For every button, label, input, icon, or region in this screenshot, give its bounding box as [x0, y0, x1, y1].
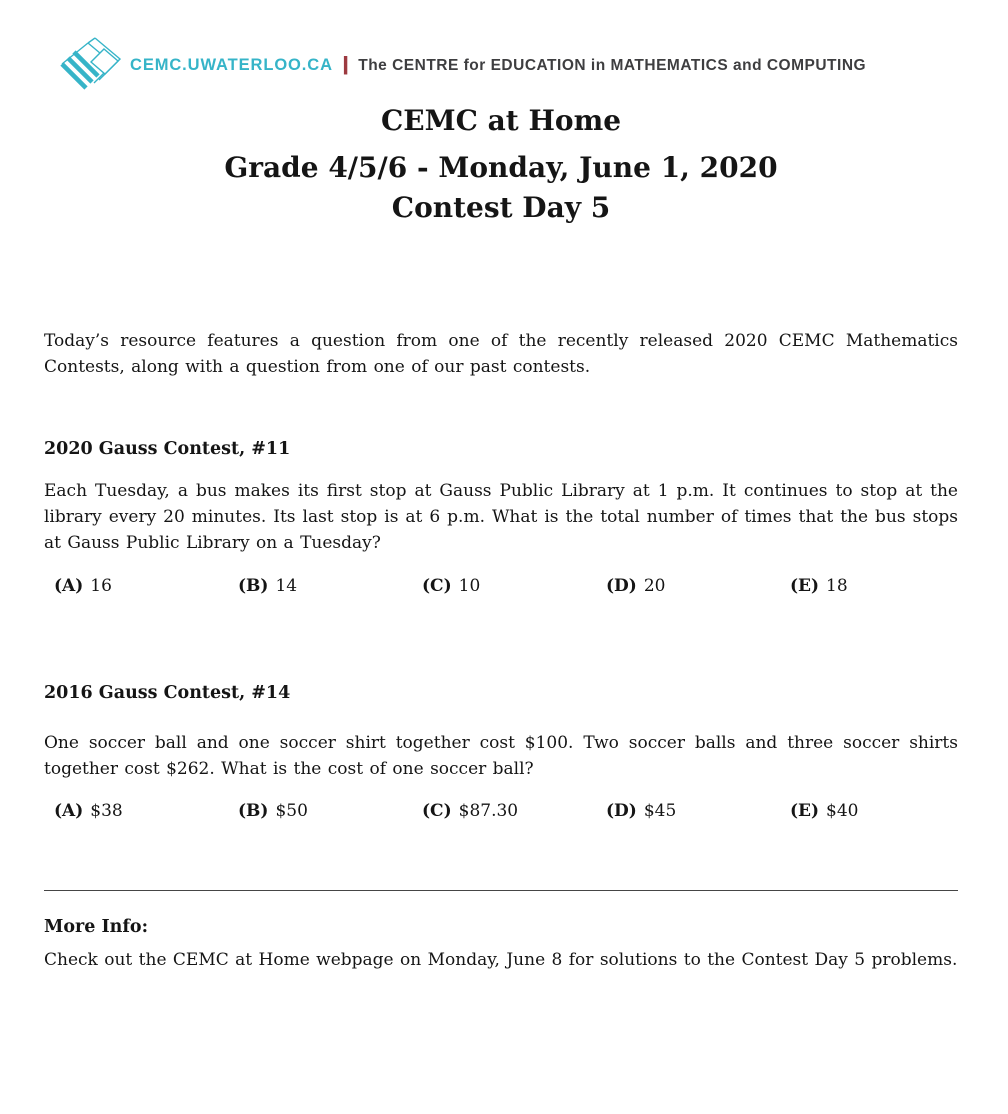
choice-value: 18	[826, 576, 848, 596]
choice-item	[238, 573, 422, 599]
intro-paragraph: Today’s resource features a question from one of the recently released 2020 CEMC Mathematics Contests, along with a question from one of our past contests.	[44, 331, 958, 377]
choice-item	[790, 573, 848, 599]
choice-value: 10	[458, 576, 481, 596]
more-info-heading: More Info:	[44, 917, 149, 937]
brand-separator: |	[341, 54, 350, 75]
problem-1-heading: 2020 Gauss Contest, #11	[44, 439, 291, 459]
choice-item	[606, 573, 790, 599]
title-block	[44, 102, 958, 228]
problem-2-heading: 2016 Gauss Contest, #14	[44, 683, 291, 703]
brand-text	[130, 54, 866, 76]
choice-label: (C)	[422, 576, 452, 596]
cemc-stacked-cubes-logo-icon	[58, 36, 122, 94]
choice-label: (C)	[422, 801, 452, 821]
problem-1-text: Each Tuesday, a bus makes its first stop at Gauss Public Library at 1 p.m. It continues to stop at the library every 20 minutes. Its last stop is at 6 p.m. What is the total number of times that the bus stops at Gauss Public Library on a Tuesday?	[44, 481, 958, 553]
horizontal-divider	[44, 890, 958, 891]
choice-value: $45	[643, 801, 677, 821]
choice-item	[238, 798, 422, 824]
problem-section-1	[44, 436, 958, 599]
choice-value: $38	[90, 801, 123, 821]
choice-value: 14	[275, 576, 298, 596]
choice-label: (E)	[790, 576, 820, 596]
more-info-text: Check out the CEMC at Home webpage on Monday, June 8 for solutions to the Contest Day 5 problems.	[44, 950, 958, 970]
choice-item	[606, 798, 790, 824]
choice-label: (E)	[790, 801, 820, 821]
problem-section-2	[44, 680, 958, 824]
page-subtitle-grade-date: Grade 4/5/6 - Monday, June 1, 2020	[224, 151, 778, 184]
brand-header	[58, 36, 958, 94]
choice-item	[54, 573, 238, 599]
choice-item	[790, 798, 859, 824]
choice-value: $50	[275, 801, 308, 821]
choice-value: 16	[90, 576, 112, 596]
problem-2-choices-row	[54, 798, 958, 824]
page-title: CEMC at Home	[380, 104, 622, 137]
choice-value: $40	[826, 801, 859, 821]
page-subtitle-contest-day: Contest Day 5	[391, 191, 611, 224]
choice-value: 20	[643, 576, 666, 596]
choice-item	[422, 573, 606, 599]
choice-value: $87.30	[458, 801, 519, 821]
choice-label: (B)	[238, 801, 269, 821]
choice-label: (D)	[606, 801, 637, 821]
problem-1-choices-row	[54, 573, 958, 599]
problem-2-text: One soccer ball and one soccer shirt together cost $100. Two soccer balls and three soccer shirts together cost $262. What is the cost of one soccer ball?	[44, 733, 958, 779]
choice-item	[422, 798, 606, 824]
brand-site-url: CEMC.UWATERLOO.CA	[130, 56, 333, 74]
choice-label: (D)	[606, 576, 637, 596]
document-page	[0, 36, 1008, 973]
choice-label: (A)	[54, 576, 84, 596]
choice-item	[54, 798, 238, 824]
brand-org-name: The CENTRE for EDUCATION in MATHEMATICS and COMPUTING	[358, 57, 867, 74]
choice-label: (A)	[54, 801, 84, 821]
choice-label: (B)	[238, 576, 269, 596]
